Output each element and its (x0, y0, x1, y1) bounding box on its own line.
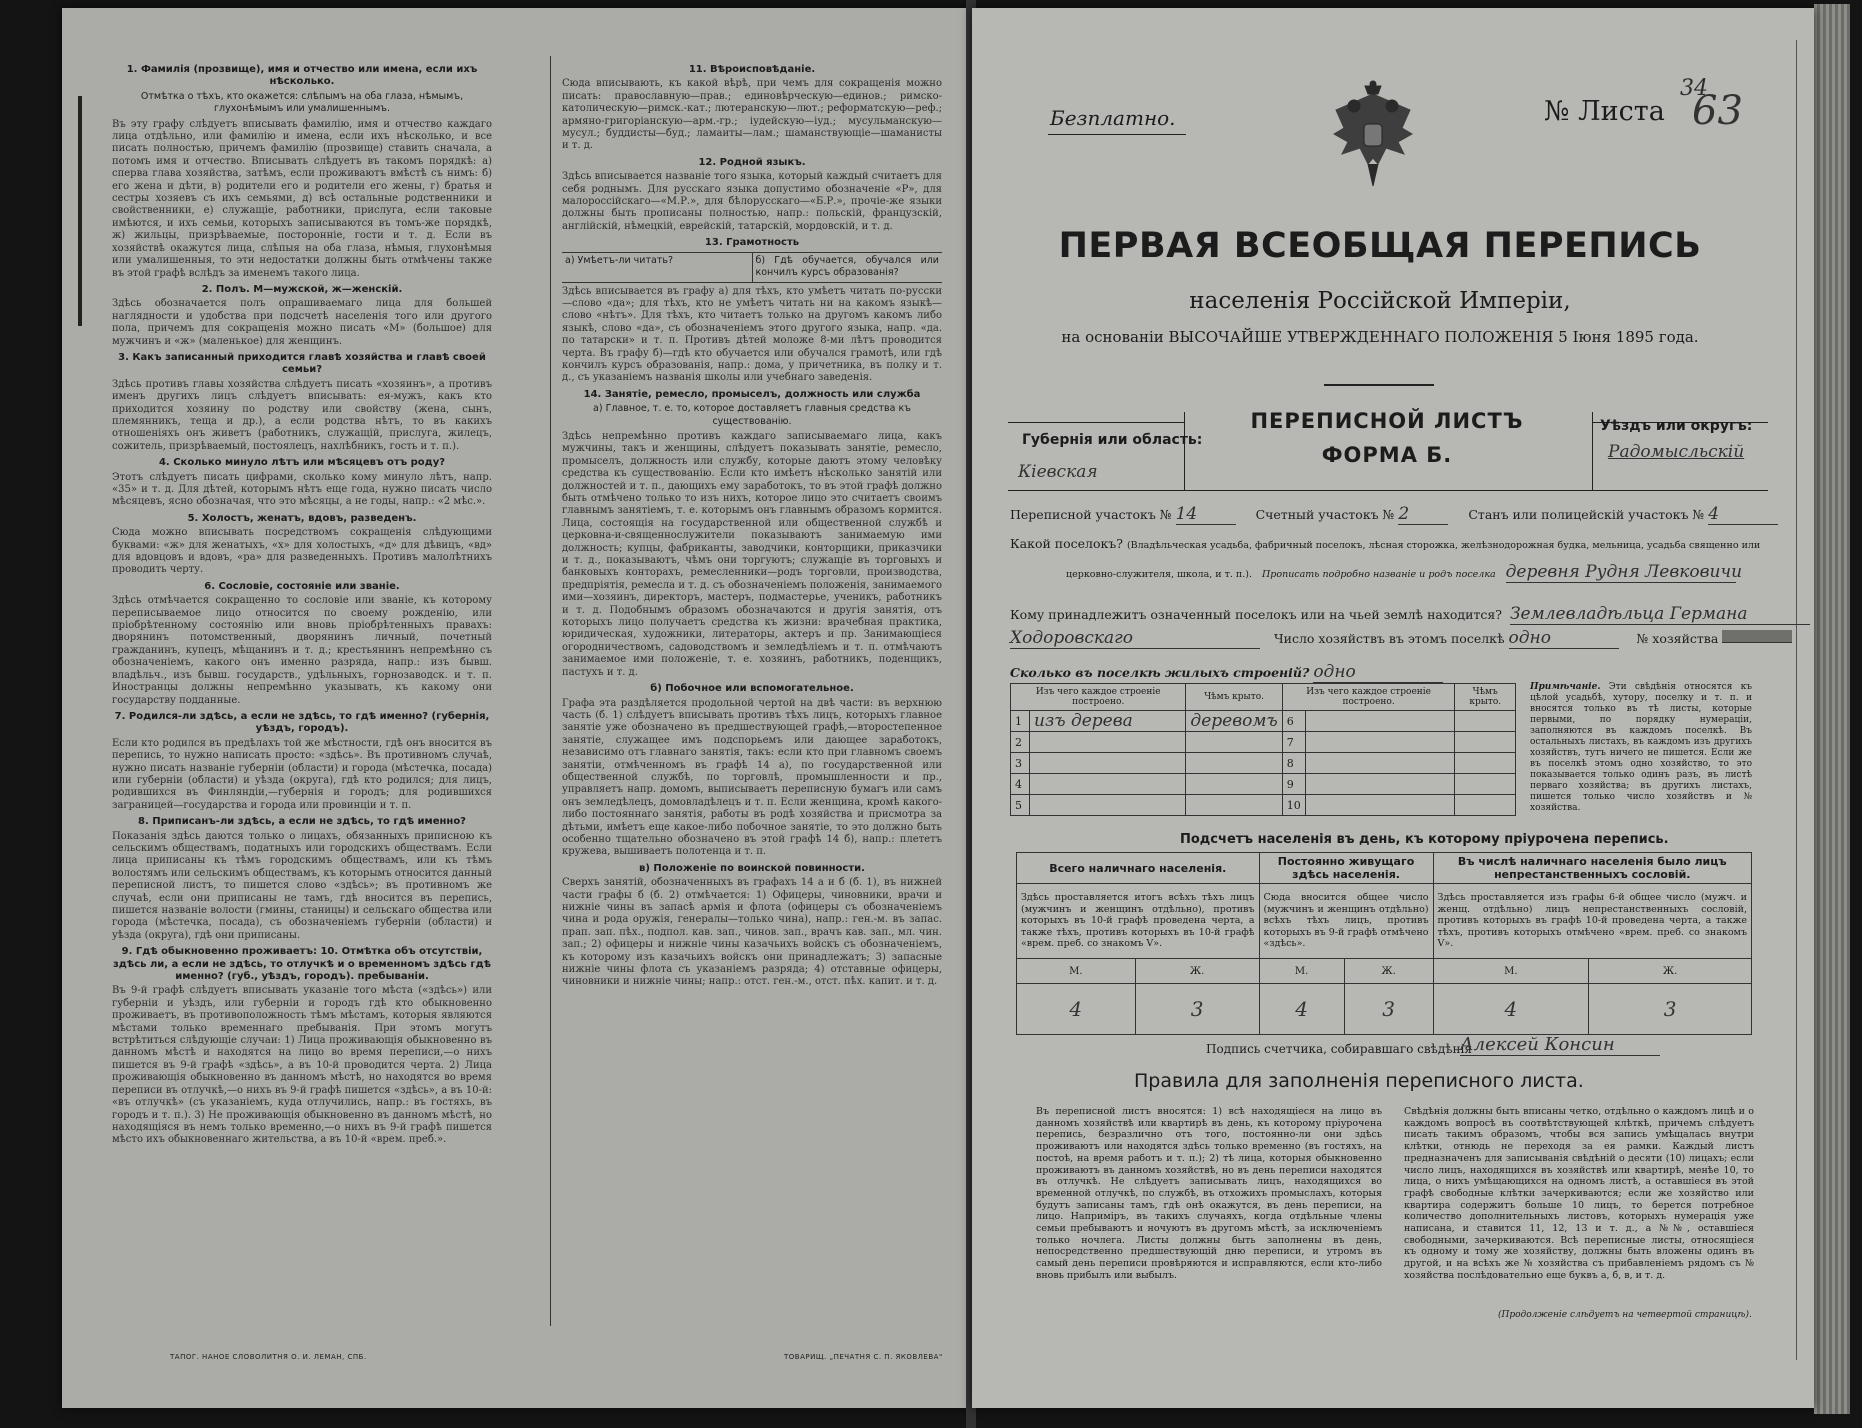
count-values-row (1017, 984, 1752, 1035)
instruction-heading: 1. Фамилія (прозвище), имя и отчество или имена, если ихъ нѣсколько. (126, 64, 478, 88)
enumerator-signature: Алексей Консин (1460, 1034, 1660, 1056)
material-header: Изъ чего каждое строеніе построено. (1011, 684, 1186, 711)
instruction-body: Графа эта раздѣляется продольной чертой на двѣ части: въ верхнюю часть (б. 1) слѣдуетъ вписывать противъ тѣхъ лицъ, которыхъ главное занятіе уже обозначено въ предшествующей графѣ,—второстепенное занятіе, служащее имъ подспорьемъ или дающее заработокъ, независимо отъ главнаго занятія, такъ: если кто при главномъ своемъ занятіи, отмѣченномъ въ графѣ 14 а), по государственной или общественной службѣ, по торговлѣ, промышленности и пр., управляетъ напр. домомъ, выписываетъ переписную бумагъ или самъ онъ земледѣлецъ, домовладѣлецъ и т. п. Если женщина, кромѣ какого-либо постояннаго занятія, работы въ родѣ хозяйства и присмотра за дѣтьми, имѣетъ еще какое-либо побочное занятіе, то это должно быть особенно тщательно обозначено въ этой графѣ 14 б), напр.: плететъ кружева, вышиваетъ полотенца и т. п. (562, 697, 942, 858)
material-cell (1030, 774, 1186, 795)
non-local-estates-desc: Здѣсь проставляется изъ графы 6-й общее число (мужч. и женщ. отдѣльно) лицъ непрестанственныхъ сословій, противъ которыхъ въ графѣ 10-й проведена черта, а также тѣхъ, противъ которыхъ отмѣчено «врем. преб. со знакомъ V». (1433, 884, 1751, 959)
material-cell (1030, 753, 1186, 774)
instruction-body: Здѣсь обозначается полъ опрашиваемаго лица для большей наглядности и удобства при подсчетѣ населенія того или другого пола, причемъ для сокращенія можно писать «М» (большое) для мужчинъ и «ж» (маленькое) для женщинъ. (112, 298, 492, 347)
row-number: 5 (1011, 795, 1030, 816)
total-present-header: Всего наличнаго населенія. (1017, 853, 1260, 884)
note-text: Эти свѣдѣнія относятся къ цѣлой усадьбѣ, хутору, поселку и т. п. и вносятся только въ тѣ листы, которые первыми, по порядку нумераціи, заполняются въ каждомъ поселкѣ. Въ остальныхъ листахъ, въ каждомъ изъ другихъ хозяйствъ, тутъ ничего не пишется. Если же въ поселкѣ этомъ одно хозяйство, то это показывается только одинъ разъ, въ листѣ перваго хозяйства; въ другихъ листахъ, пишется только число хозяйствъ и № хозяйства. (1530, 682, 1752, 813)
census-district-label: Переписной участокъ № (1010, 507, 1172, 522)
permanent-residents-desc: Сюда вносится общее число (мужчинъ и женщинъ отдѣльно) всѣхъ тѣхъ лицъ, противъ которыхъ въ 9-й графѣ отмѣчено «здѣсь». (1259, 884, 1433, 959)
instruction-body: Сюда вписывають, къ какой вѣрѣ, при чемъ для сокращенія можно писать: православную—прав.; единовѣрческую—единов.; римско-католическую—римск.-кат.; лютеранскую—лют.; реформатскую—реф.; армяно-григоріанскую—арм.-гр.; іудейскую—іуд.; мусульманскую—мусул.; буддисты—буд.; ламаиты—лам.; шаманствующіе—шаманисты и т. д. (562, 78, 942, 152)
continuation-note: (Продолженіе слѣдуетъ на четвертой страницѣ). (1498, 1310, 1752, 1320)
police-district-label: Станъ или полицейскій участокъ № (1468, 507, 1705, 522)
underlying-page-edges (1814, 4, 1850, 1414)
sheet-number-value: 34 (1680, 76, 1708, 101)
printer-imprint-left: ТАПОГ. НАНОЕ СЛОВОЛИТНЯ О. И. ЛЕМАН, СПБ. (170, 1353, 367, 1361)
roof-cell (1186, 795, 1282, 816)
form-title-line-2: ФОРМА Б. (1321, 443, 1453, 467)
material-header: Изъ чего каждое строеніе построено. (1282, 684, 1455, 711)
owner-value: Землевладѣльца Германа (1510, 604, 1810, 625)
owner-value-2: Ходоровскаго (1010, 628, 1260, 649)
settlement-row (1010, 536, 1760, 551)
rules-column-2: Свѣдѣнія должны быть вписаны четко, отдѣльно о каждомъ лицѣ и о каждомъ вопросѣ въ соотвѣтствующей клѣткѣ, причемъ слѣдуетъ писать такимъ образомъ, чтобы вся запись умѣщалась внутри клѣтки, отнюдь не переходя за ея рамки. Каждый листъ предназначенъ для записыванія свѣдѣній о десяти (10) лицахъ; если число лицъ, находящихся въ хозяйствѣ или квартирѣ, менѣе 10, то лица, о нихъ умѣщающихся на одномъ листѣ, а оставшіеся въ этой графѣ свободные клѣтки зачеркиваются; если же хозяйство или квартира содержитъ больше 10 лицъ, то берется потребное количество дополнительныхъ листовъ, которыхъ нумерація уже написана, и ставится 11, 12, 13 и т. д., а №№, оставшіеся свободными, зачеркиваются. Всѣ переписные листы, относящіеся къ одному и тому же хозяйству, должны быть вложены одинъ въ другой, и на всѣхъ же № хозяйства съ прибавленіемъ рядомъ съ № хозяйства послѣдовательно еще буквъ а, б, в, и т. д. (1404, 1106, 1754, 1281)
left-margin-bar (78, 96, 82, 326)
enumerator-signature-label: Подпись счетчика, собиравшаго свѣдѣнія (1206, 1042, 1472, 1056)
instruction-subheading: Отмѣтка о тѣхъ, кто окажется: слѣпымъ на оба глаза, нѣмымъ, глухонѣмымъ или умалишеннымъ. (140, 90, 464, 115)
rules-column-1: Въ переписной листъ вносятся: 1) всѣ находящіеся на лицо въ данномъ хозяйствѣ или квартирѣ въ день, къ которому пріурочена перепись, безразлично отъ того, постоянно-ли они здѣсь проживаютъ или находятся здѣсь только временно (въ гостяхъ, на постоѣ, на время работъ и т. п.); 2) тѣ лица, которыя обыкновенно проживаютъ въ данномъ хозяйствѣ, но въ день переписи находятся въ отлучкѣ. Не слѣдуетъ записывать лицъ, находящихся во временной отлучкѣ, по службѣ, въ отхожихъ промыслахъ, которыя будутъ записаны тамъ, гдѣ онѣ окажутся, въ день переписи, на лицо. Наприміръ, въ такихъ случаяхъ, когда отдѣльные члены семьи пребываютъ и ночуютъ въ другомъ мѣстѣ, за исключеніемъ только ночлега. Листы должны быть заполнены въ день, непосредственно предшествующій дню переписи, и утромъ въ самый день переписи провѣряются и исправляются, если кто-либо вновь прибылъ или выбылъ. (1036, 1106, 1382, 1281)
count-desc-row (1017, 884, 1752, 959)
roof-header: Чѣмъ крыто. (1455, 684, 1516, 711)
instruction-body: Сюда можно вписывать посредствомъ сокращенія слѣдующими буквами: «ж» для женатыхъ, «х» для холостыхъ, «д» для дѣвицъ, «вд» для вдовцовъ и вдовъ, «ра» для разведенныхъ. Противъ малолѣтнихъ проводить черту. (112, 527, 492, 576)
instruction-section (562, 157, 942, 233)
instruction-section (112, 816, 492, 942)
household-number-label: № хозяйства (1636, 631, 1719, 646)
settlement-row-2 (1066, 562, 1743, 583)
material-cell (1030, 732, 1186, 753)
count-header-row (1017, 853, 1752, 884)
instruction-section (112, 946, 492, 1147)
title-divider (1324, 384, 1434, 386)
buildings-value: одно (1313, 662, 1443, 683)
instruction-section (112, 64, 492, 280)
rules-title: Правила для заполненія переписного листа. (1134, 1070, 1584, 1092)
instruction-heading: 6. Сословіе, состояніе или званіе. (204, 580, 400, 592)
header-vrule (1592, 412, 1593, 490)
police-district-value: 4 (1708, 504, 1778, 525)
roof-cell (1455, 711, 1516, 732)
male-label: М. (1433, 959, 1589, 984)
nonlocal-male-count: 4 (1433, 984, 1589, 1035)
row-number: 1 (1011, 711, 1030, 732)
population-count-title: Подсчетъ населенія въ день, къ которому пріурочена перепись. (1180, 832, 1669, 847)
household-number-value (1722, 630, 1792, 643)
instruction-body: Въ 9-й графѣ слѣдуетъ вписывать указаніе того мѣста («здѣсь») или губерніи и уѣздъ, или губерніи и городъ гдѣ кто обыкновенно проживаетъ, въ противоположность тѣмъ мѣстамъ, которыя являются мѣстами только временнаго пребыванія. При этомъ могутъ встрѣтиться слѣдующіе случаи: 1) Лица проживающія обыкновенно въ данномъ мѣстѣ и находятся на лицо во время переписи,—о нихъ пишется въ 9-й графѣ «здѣсь», а въ 10-й проводится черта. 2) Лица проживающія обыкновенно въ данномъ мѣстѣ, но находятся во время переписи въ отлучкѣ,—о нихъ въ 9-й графѣ пишется «здѣсь», а въ 10-й: «въ отлучкѣ» (съ указаніемъ, куда отлучились, напр.: въ гостяхъ, въ городъ и т. п.). 3) Не проживающія обыкновенно въ данномъ мѣстѣ, но находящіяся въ немъ только временно,—о нихъ въ 9-й графѣ пишется мѣсто ихъ обыкновеннаго жительства, а въ 10-й «врем. преб.». (112, 985, 492, 1146)
material-cell (1305, 795, 1455, 816)
households-count-value: одно (1509, 628, 1619, 649)
counting-district-value: 2 (1398, 504, 1448, 525)
instruction-section (562, 863, 942, 989)
table-row (1011, 795, 1516, 816)
non-local-estates-header: Въ числѣ наличнаго населенія было лицъ непрестанственныхъ сословій. (1433, 853, 1751, 884)
settlement-note-1: (Владѣльческая усадьба, фабричный поселокъ, лѣсная сторожка, желѣзнодорожная будка, мельница, усадьба священно или (1126, 540, 1761, 551)
permanent-female-count: 3 (1344, 984, 1433, 1035)
roof-cell (1455, 795, 1516, 816)
double-headed-eagle-crest-icon (1330, 80, 1416, 194)
header-rule (1008, 422, 1184, 423)
province-label: Губернія или область: (1022, 432, 1203, 448)
instruction-body: Сверхъ занятій, обозначенныхъ въ графахъ 14 а и б (б. 1), въ нижней части графы б (б. 2) отмѣчается: 1) Офицеры, чиновники, врачи и нижніе чины въ запасѣ армія и флота (офицеры съ обозначеніемъ чина и рода оружія, генералы—только чина), напр.: ген.-м. въ запас. прап. зап. пѣх., подпол. кав. зап., чинов. зап., врачъ кав. зап., мл. чин. зап.; 2) офицеры и нижніе чины казачьихъ войскъ съ обозначеніемъ, къ которому изъ казачьихъ войскъ они принадлежатъ; 3) запасные нижніе чины флота съ указаніемъ разряда; 4) отставные офицеры, чиновники и нижніе чины; напр.: отст. ген.-м., отст. пѣх. капит. и т. д. (562, 877, 942, 988)
row-number: 6 (1282, 711, 1305, 732)
population-count-table (1016, 852, 1752, 1035)
buildings-table (1010, 683, 1516, 816)
form-title-line-1: ПЕРЕПИСНОЙ ЛИСТЪ (1250, 409, 1524, 433)
instruction-heading: 5. Холостъ, женатъ, вдовъ, разведенъ. (187, 512, 417, 524)
district-label: Уѣздъ или округъ: (1600, 418, 1753, 434)
settlement-value: деревня Рудня Левковичи (1505, 562, 1743, 582)
instruction-section (562, 237, 942, 384)
census-title: ПЕРВАЯ ВСЕОБЩАЯ ПЕРЕПИСЬ (1058, 226, 1702, 266)
instruction-body: Здѣсь непремѣнно противъ каждаго записываемаго лица, какъ мужчины, такъ и женщины, слѣдуетъ показывать занятіе, ремесло, промыселъ, должность или службу, которые даютъ этому человѣку средства къ существованію. Если кто имѣетъ нѣсколько занятій или должностей и т. п., дающихъ ему заработокъ, то въ этой графѣ должно быть отмѣчено только то изъ нихъ, которое лицо это считаетъ своимъ главнымъ занятіемъ, т. е. которымъ онъ главнымъ образомъ кормится. Лица, состоящія на государственной или общественной службѣ и церковна-и-священнослужители показываютъ занимаемую ими должность; купцы, фабриканты, заводчики, конторщики, приказчики и т. д., показываютъ, чѣмъ они торгуютъ; служащіе въ торговыхъ и банковыхъ конторахъ, ремесленники—родъ торговли, производства, предпріятія, ремесла и т. д. съ обозначеніемъ положенія, занимаемого ими—хозяинъ, директоръ, мастеръ, подмастерье, ученикъ, работникъ и т. д. Подобнымъ образомъ обозначаются и другія занятія, отъ которыхъ лицо получаетъ средства къ жизни: врачебная практика, юридическая, художники, литераторы, актеръ и пр. Занимающіеся огородничествомъ, садоводствомъ и земледѣліемъ и т. п. отмѣчаютъ занимаемое ими положеніе, т. е. хозяинъ, работникъ, поденщикъ, пастухъ и т. д. (562, 430, 942, 678)
material-cell (1305, 774, 1455, 795)
total-present-desc: Здѣсь проставляется итогъ всѣхъ тѣхъ лицъ (мужчинъ и женщинъ отдѣльно), противъ которыхъ въ 10-й графѣ проведена черта, а также тѣхъ, противъ которыхъ въ 10-й графѣ «врем. преб. со знакомъ V». (1017, 884, 1260, 959)
table-row (1011, 774, 1516, 795)
row-number: 9 (1282, 774, 1305, 795)
roof-cell (1455, 732, 1516, 753)
permanent-male-count: 4 (1259, 984, 1344, 1035)
literacy-subheading: а) Умѣетъ-ли читать? (565, 254, 673, 266)
buildings-note (1530, 682, 1752, 814)
free-of-charge-underline (1048, 134, 1186, 135)
sheet-number-label: № Листа (1544, 96, 1665, 127)
roof-cell (1186, 753, 1282, 774)
instruction-heading: 3. Какъ записанный приходится главѣ хозяйства и главѣ своей семьи? (118, 351, 486, 376)
settlement-label: Какой поселокъ? (1010, 536, 1123, 551)
instruction-heading: 11. Вѣроисповѣданіе. (688, 64, 816, 75)
instruction-section (112, 513, 492, 577)
instruction-subheading: а) Главное, т. е. то, которое доставляетъ главныя средства къ существованію. (593, 403, 911, 427)
census-district-value: 14 (1176, 504, 1236, 525)
header-rule (1008, 490, 1768, 491)
instructions-column-2 (562, 62, 942, 993)
counting-district-label: Счетный участокъ № (1255, 507, 1395, 522)
permanent-residents-header: Постоянно живущаго здѣсь населенія. (1259, 853, 1433, 884)
row-number: 4 (1011, 774, 1030, 795)
instruction-heading: 4. Сколько минуло лѣтъ или мѣсяцевъ отъ роду? (158, 457, 446, 469)
material-cell (1305, 711, 1455, 732)
instruction-heading: 14. Занятіе, ремесло, промыселъ, должность или служба (583, 388, 921, 400)
instruction-heading: 9. Гдѣ обыкновенно проживаетъ: 10. Отмѣтка объ отсутствіи, здѣсь ли, а если не здѣсь, то отлучкѣ и о временномъ здѣсь гдѣ именно? (губ., уѣздъ, городъ). пребываніи. (113, 946, 491, 983)
instruction-body: Если кто родился въ предѣлахъ той же мѣстности, гдѣ онъ вносится въ перепись, то нужно написать просто: «здѣсь». Въ противномъ случаѣ, нужно писать названіе губерніи (области) и города (мѣстечка, посада) или губерніи (области) и уѣзда (округа), гдѣ кто родился; для лицъ, родившихся въ Финляндіи,—губернія и городъ; для родившихся заграницей—государства и города или провинціи и т. п. (112, 737, 492, 811)
census-subtitle: населенія Россійской Имперіи, (1189, 288, 1571, 314)
row-number: 7 (1282, 732, 1305, 753)
households-count-label: Число хозяйствъ въ этомъ поселкѣ (1273, 631, 1505, 646)
instruction-section (562, 683, 942, 859)
free-of-charge-label: Безплатно. (1050, 106, 1176, 130)
owner-label: Кому принадлежитъ означенный поселокъ или на чьей землѣ находится? (1010, 607, 1502, 622)
male-label: М. (1017, 959, 1136, 984)
material-cell (1305, 753, 1455, 774)
instruction-heading: 7. Родился-ли здѣсь, а если не здѣсь, то гдѣ именно? (губернія, уѣздъ, городъ). (114, 710, 490, 735)
roof-cell (1455, 753, 1516, 774)
roof-cell (1186, 774, 1282, 795)
settlement-note-2: церковно-служителя, школа, и т. п.). (1066, 569, 1252, 580)
material-cell (1305, 732, 1455, 753)
material-cell: изъ дерева (1030, 711, 1186, 732)
roof-cell: деревомъ (1186, 711, 1282, 732)
owner-row-2 (1010, 628, 1792, 649)
literacy-split-header (562, 252, 942, 283)
instruction-heading: 12. Родной языкъ. (698, 156, 806, 168)
literacy-subheading: б) Гдѣ обучается, обучался или кончилъ курсъ образованія? (752, 253, 943, 282)
female-label: Ж. (1135, 959, 1259, 984)
instructions-column-1 (112, 62, 492, 1151)
instruction-section (562, 389, 942, 679)
total-male-count: 4 (1017, 984, 1136, 1035)
right-edge-rule (1796, 40, 1797, 1360)
buildings-row (1010, 662, 1443, 683)
instruction-body: Здѣсь вписывается названіе того языка, который каждый считаетъ для себя роднымъ. Для русскаго языка допустимо обозначеніе «Р», для малороссійскаго—«М.Р.», для бѣлорусскаго—«Б.Р.», прочіе-же языки должны быть прописаны полностью, напр.: польскій, французскій, англійскій, нѣмецкій, еврейскій, татарскій, мордовскій, и т. д. (562, 171, 942, 232)
instruction-heading: 13. Грамотность (704, 237, 800, 249)
female-label: Ж. (1344, 959, 1433, 984)
instruction-section (562, 64, 942, 153)
count-sex-row (1017, 959, 1752, 984)
printer-imprint-right: ТОВАРИЩ. „ПЕЧАТНЯ С. П. ЯКОВЛЕВА" (784, 1353, 943, 1361)
instruction-heading: б) Побочное или вспомогательное. (650, 683, 854, 695)
instruction-section (112, 457, 492, 509)
roof-cell (1186, 732, 1282, 753)
buildings-table-header (1011, 684, 1516, 711)
total-female-count: 3 (1135, 984, 1259, 1035)
settlement-note-3: Прописать подробно названіе и родъ поселка (1261, 569, 1496, 580)
instruction-body: Здѣсь вписывается въ графу а) для тѣхъ, кто умѣетъ читать по-русски—слово «да»; для тѣхъ, кто не умѣетъ читать ни на какомъ языкѣ—слово «нѣтъ». Для тѣхъ, кто читаетъ только на другомъ какомъ либо языкѣ, слово «да», съ обозначеніемъ этого другого языка, напр. «да. по татарски» и т. п. Противъ дѣтей моложе 8-ми лѣтъ проводится черта. Въ графу б)—гдѣ кто обучается или обучался грамотѣ, или гдѣ кончилъ курсъ образованія, напр.: дома, у причетника, въ полку и т. д., съ указаніемъ названія школы или учебнаго заведенія. (562, 285, 942, 384)
roof-header: Чѣмъ крыто. (1186, 684, 1282, 711)
owner-row (1010, 604, 1810, 625)
sheet-number-stamp: 63 (1692, 88, 1743, 134)
roof-cell (1455, 774, 1516, 795)
instruction-section (112, 284, 492, 348)
instruction-heading: 8. Приписанъ-ли здѣсь, а если не здѣсь, то гдѣ именно? (138, 816, 466, 828)
row-number: 2 (1011, 732, 1030, 753)
material-cell (1030, 795, 1186, 816)
census-basis: на основаніи ВЫСОЧАЙШЕ УТВЕРЖДЕННАГО ПОЛОЖЕНІЯ 5 Іюня 1895 года. (1061, 328, 1699, 346)
census-district-row (1010, 504, 1778, 525)
district-value: Радомысльскій (1608, 442, 1745, 462)
instruction-body: Показанія здѣсь даются только о лицахъ, обязанныхъ приписною къ сельскимъ обществамъ, податныхъ или городскихъ обществамъ. Если лица приписаны къ тѣмъ городскимъ обществамъ, или къ тѣмъ волостямъ или сельскимъ обществамъ, къ которымъ относится данный переписной листъ, то пишется слово «здѣсь»; въ противномъ же случаѣ, если они приписаны не тамъ, гдѣ вносится въ перепись, пишется названіе волости (гмины, станицы) и сельскаго общества или города (мѣстечка, посада), съ обозначеніемъ губерніи (области) и уѣзда (округа), гдѣ они приписаны. (112, 830, 492, 941)
instruction-body: Здѣсь отмѣчается сокращенно то сословіе или званіе, къ которому переписываемое лицо относится по своему рожденію, или пріобрѣтенному состоянію или вновь пріобрѣтенныхъ правахъ: дворянинъ потомственный, дворянинъ личный, почетный гражданинъ, купецъ, мѣщанинъ и т. д.; крестьянинъ непремѣнно съ обозначеніемъ, какого онъ именно разряда, напр.: изъ бывш. владѣльч., изъ бывш. государств., удѣльныхъ, горнозаводск. и т. п. Иностранцы должны непремѣнно указывать, къ какому они государству подданные. (112, 595, 492, 706)
instruction-heading: в) Положеніе по воинской повинности. (639, 862, 865, 874)
nonlocal-female-count: 3 (1589, 984, 1752, 1035)
column-divider (550, 56, 551, 1326)
female-label: Ж. (1589, 959, 1752, 984)
row-number: 8 (1282, 753, 1305, 774)
instruction-body: Этотъ слѣдуетъ писать цифрами, сколько кому минуло лѣтъ, напр. «35» и т. д. Для дѣтей, которымъ нѣтъ еще года, нужно писать число мѣсяцевъ, ясно обозначая, что это мѣсяцы, а не годы, напр.: «2 мѣс.». (112, 471, 492, 508)
note-label: Примѣчаніе. (1530, 682, 1601, 692)
row-number: 10 (1282, 795, 1305, 816)
form-title (1182, 404, 1592, 472)
table-row (1011, 711, 1516, 732)
table-row (1011, 732, 1516, 753)
buildings-label: Сколько въ поселкѣ жилыхъ строеній? (1010, 665, 1310, 680)
instruction-heading: 2. Полъ. М—мужской, ж—женскій. (201, 283, 403, 295)
instruction-body: Здѣсь противъ главы хозяйства слѣдуетъ писать «хозяинъ», а противъ именъ другихъ лицъ слѣдуетъ вписывать: ея-мужъ, какъ кто приходится хозяину по родству или свойству (жена, сынъ, племянникъ, теща и др.), а если родства нѣтъ, то въ какихъ отношеніяхъ онъ живетъ (работникъ, служащій, прислуга, жилецъ, сожитель, призрѣваемый, постоялецъ, нахлѣбникъ, гость и т. п.). (112, 378, 492, 452)
male-label: М. (1259, 959, 1344, 984)
row-number: 3 (1011, 753, 1030, 774)
table-row (1011, 753, 1516, 774)
province-value: Кіевская (1018, 462, 1098, 482)
instruction-body: Въ эту графу слѣдуетъ вписывать фамилію, имя и отчество каждаго лица отдѣльно, или фамилію и имена, если ихъ нѣсколько, и все писать полностью, причемъ фамилію (прозвище) ставить сначала, а потомъ имя и отчество. Вписывать слѣдуетъ въ такомъ порядкѣ: а) сперва глава хозяйства, затѣмъ, если проживаютъ вмѣстѣ съ нимъ: б) его жена и дѣти, в) родители его и родители его жены, г) братья и сестры хозяевъ съ ихъ семьями, д) всѣ остальные родственники и свойственники, е) служащіе, работники, прислуга, если таковые имѣются, и ихъ семьи, которыхъ записываются въ томъ-же порядкѣ, ж) жильцы, призрѣваемые, посторонніе, гости и т. д. Если въ хозяйствѣ окажутся лица, слѣпыя на оба глаза, нѣмыя, глухонѣмыя или умалишенныя, то эти недостатки должны быть отмѣчены также въ этой графѣ вслѣдъ за именемъ такого лица. (112, 118, 492, 279)
instruction-section (112, 352, 492, 453)
instruction-section (112, 581, 492, 707)
instruction-section (112, 711, 492, 812)
